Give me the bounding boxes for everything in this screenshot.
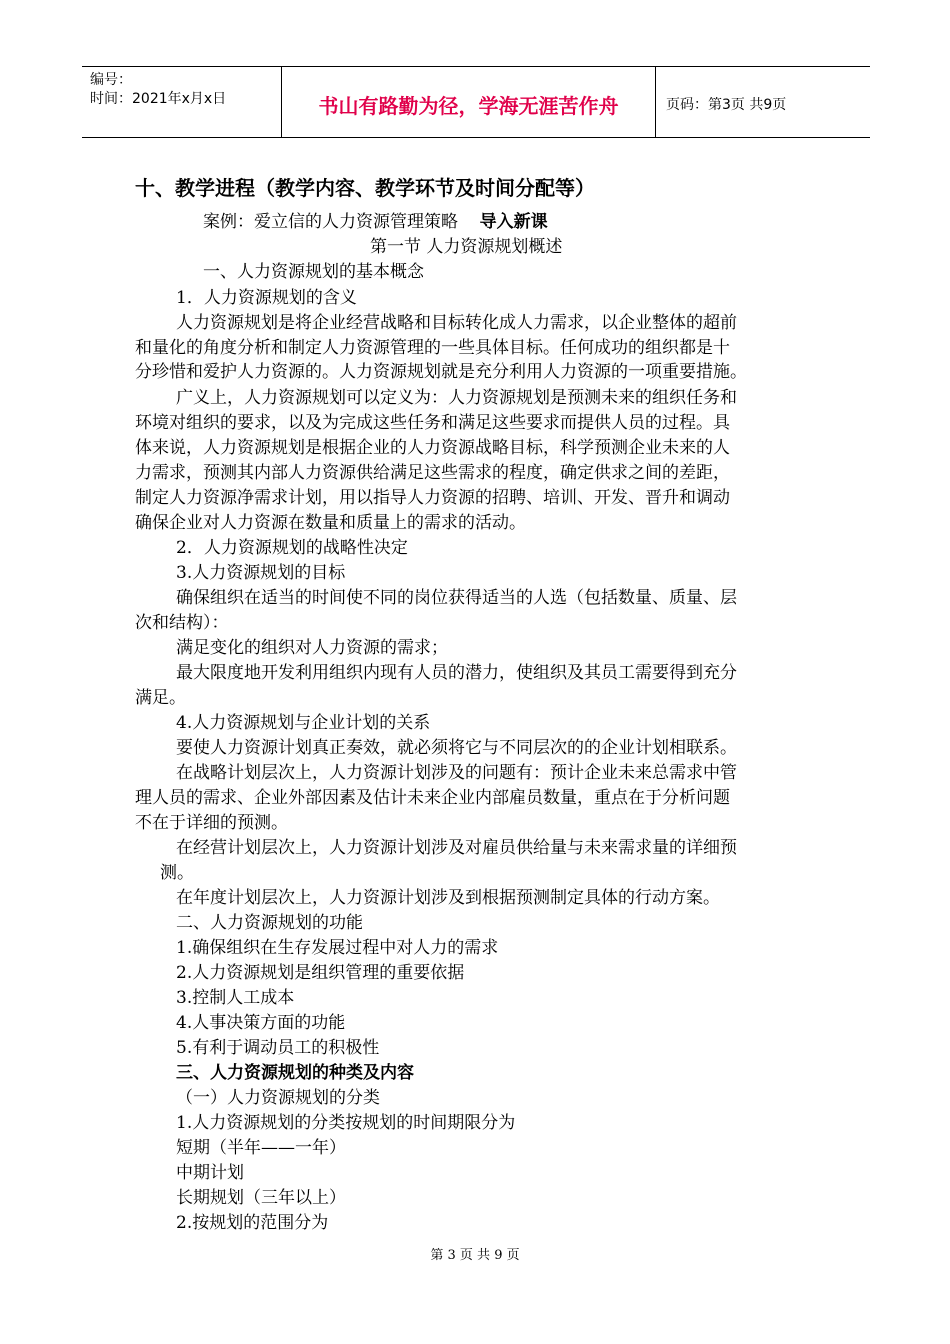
text-line: 在经营计划层次上，人力资源计划涉及对雇员供给量与未来需求量的详细预 xyxy=(176,838,737,858)
text-line: 2.人力资源规划是组织管理的重要依据 xyxy=(176,963,465,983)
text-line: 环境对组织的要求，以及为完成这些任务和满足这些要求而提供人员的过程。具 xyxy=(135,413,730,433)
text-line: 1．人力资源规划的含义 xyxy=(176,288,357,308)
number-label: 编号： xyxy=(90,72,132,88)
text-line: 三、人力资源规划的种类及内容 xyxy=(176,1063,414,1083)
section-title: 第一节 人力资源规划概述 xyxy=(370,237,563,257)
text-line: 次和结构）： xyxy=(135,613,229,633)
text-line: 人力资源规划是将企业经营战略和目标转化成人力需求，以企业整体的超前 xyxy=(176,313,737,333)
text-line: 2.按规划的范围分为 xyxy=(176,1213,329,1233)
text-line: 力需求，预测其内部人力资源供给满足这些需求的程度，确定供求之间的差距， xyxy=(135,463,730,483)
text-line: 1.人力资源规划的分类按规划的时间期限分为 xyxy=(176,1113,516,1133)
text-line: 要使人力资源计划真正奏效，就必须将它与不同层次的的企业计划相联系。 xyxy=(176,738,737,758)
header-page-label: 页码：第3页 共9页 xyxy=(666,97,787,113)
text-line: 最大限度地开发利用组织内现有人员的潜力，使组织及其员工需要得到充分 xyxy=(176,663,737,683)
case-text: 案例：爱立信的人力资源管理策略 xyxy=(203,212,458,232)
text-line: 在年度计划层次上，人力资源计划涉及到根据预测制定具体的行动方案。 xyxy=(176,888,720,908)
text-line: 一、人力资源规划的基本概念 xyxy=(203,262,424,282)
text-line: 分珍惜和爱护人力资源的。人力资源规划就是充分利用人力资源的一项重要措施。 xyxy=(135,362,747,382)
date-label: 时间：2021年x月x日 xyxy=(90,91,227,107)
text-line: 确保企业对人力资源在数量和质量上的需求的活动。 xyxy=(135,513,526,533)
case-bold: 导入新课 xyxy=(479,212,548,232)
text-line: 二、人力资源规划的功能 xyxy=(176,913,363,933)
text-line: 和量化的角度分析和制定人力资源管理的一些具体目标。任何成功的组织都是十 xyxy=(135,338,730,358)
text-line: 3.人力资源规划的目标 xyxy=(176,563,346,583)
text-line: 制定人力资源净需求计划，用以指导人力资源的招聘、培训、开发、晋升和调动 xyxy=(135,488,730,508)
page-title: 十、教学进程（教学内容、教学环节及时间分配等） xyxy=(135,176,595,200)
text-line: （一）人力资源规划的分类 xyxy=(176,1088,380,1108)
text-line: 4.人力资源规划与企业计划的关系 xyxy=(176,713,431,733)
text-line: 5.有利于调动员工的积极性 xyxy=(176,1038,380,1058)
text-line: 在战略计划层次上，人力资源计划涉及的问题有：预计企业未来总需求中管 xyxy=(176,763,737,783)
case-line xyxy=(203,210,548,234)
text-line: 不在于详细的预测。 xyxy=(135,813,288,833)
text-line: 体来说，人力资源规划是根据企业的人力资源战略目标，科学预测企业未来的人 xyxy=(135,438,730,458)
text-line: 1.确保组织在生存发展过程中对人力的需求 xyxy=(176,938,499,958)
text-line: 确保组织在适当的时间使不同的岗位获得适当的人选（包括数量、质量、层 xyxy=(176,588,737,608)
text-line: 短期（半年——一年） xyxy=(176,1138,346,1158)
text-line: 3.控制人工成本 xyxy=(176,988,295,1008)
text-line: 2．人力资源规划的战略性决定 xyxy=(176,538,408,558)
text-line: 满足。 xyxy=(135,688,186,708)
text-line: 长期规划（三年以上） xyxy=(176,1188,346,1208)
page-footer: 第 3 页 共 9 页 xyxy=(430,1248,520,1263)
text-line: 广义上，人力资源规划可以定义为：人力资源规划是预测未来的组织任务和 xyxy=(176,388,737,408)
text-line: 中期计划 xyxy=(176,1163,244,1183)
header-meta xyxy=(82,67,282,137)
page-header xyxy=(82,66,870,138)
text-line: 4.人事决策方面的功能 xyxy=(176,1013,346,1033)
header-motto: 书山有路勤为径，学海无涯苦作舟 xyxy=(282,67,656,137)
text-line: 理人员的需求、企业外部因素及估计未来企业内部雇员数量，重点在于分析问题 xyxy=(135,788,730,808)
text-line: 满足变化的组织对人力资源的需求； xyxy=(176,638,448,658)
text-line: 测。 xyxy=(160,863,194,883)
